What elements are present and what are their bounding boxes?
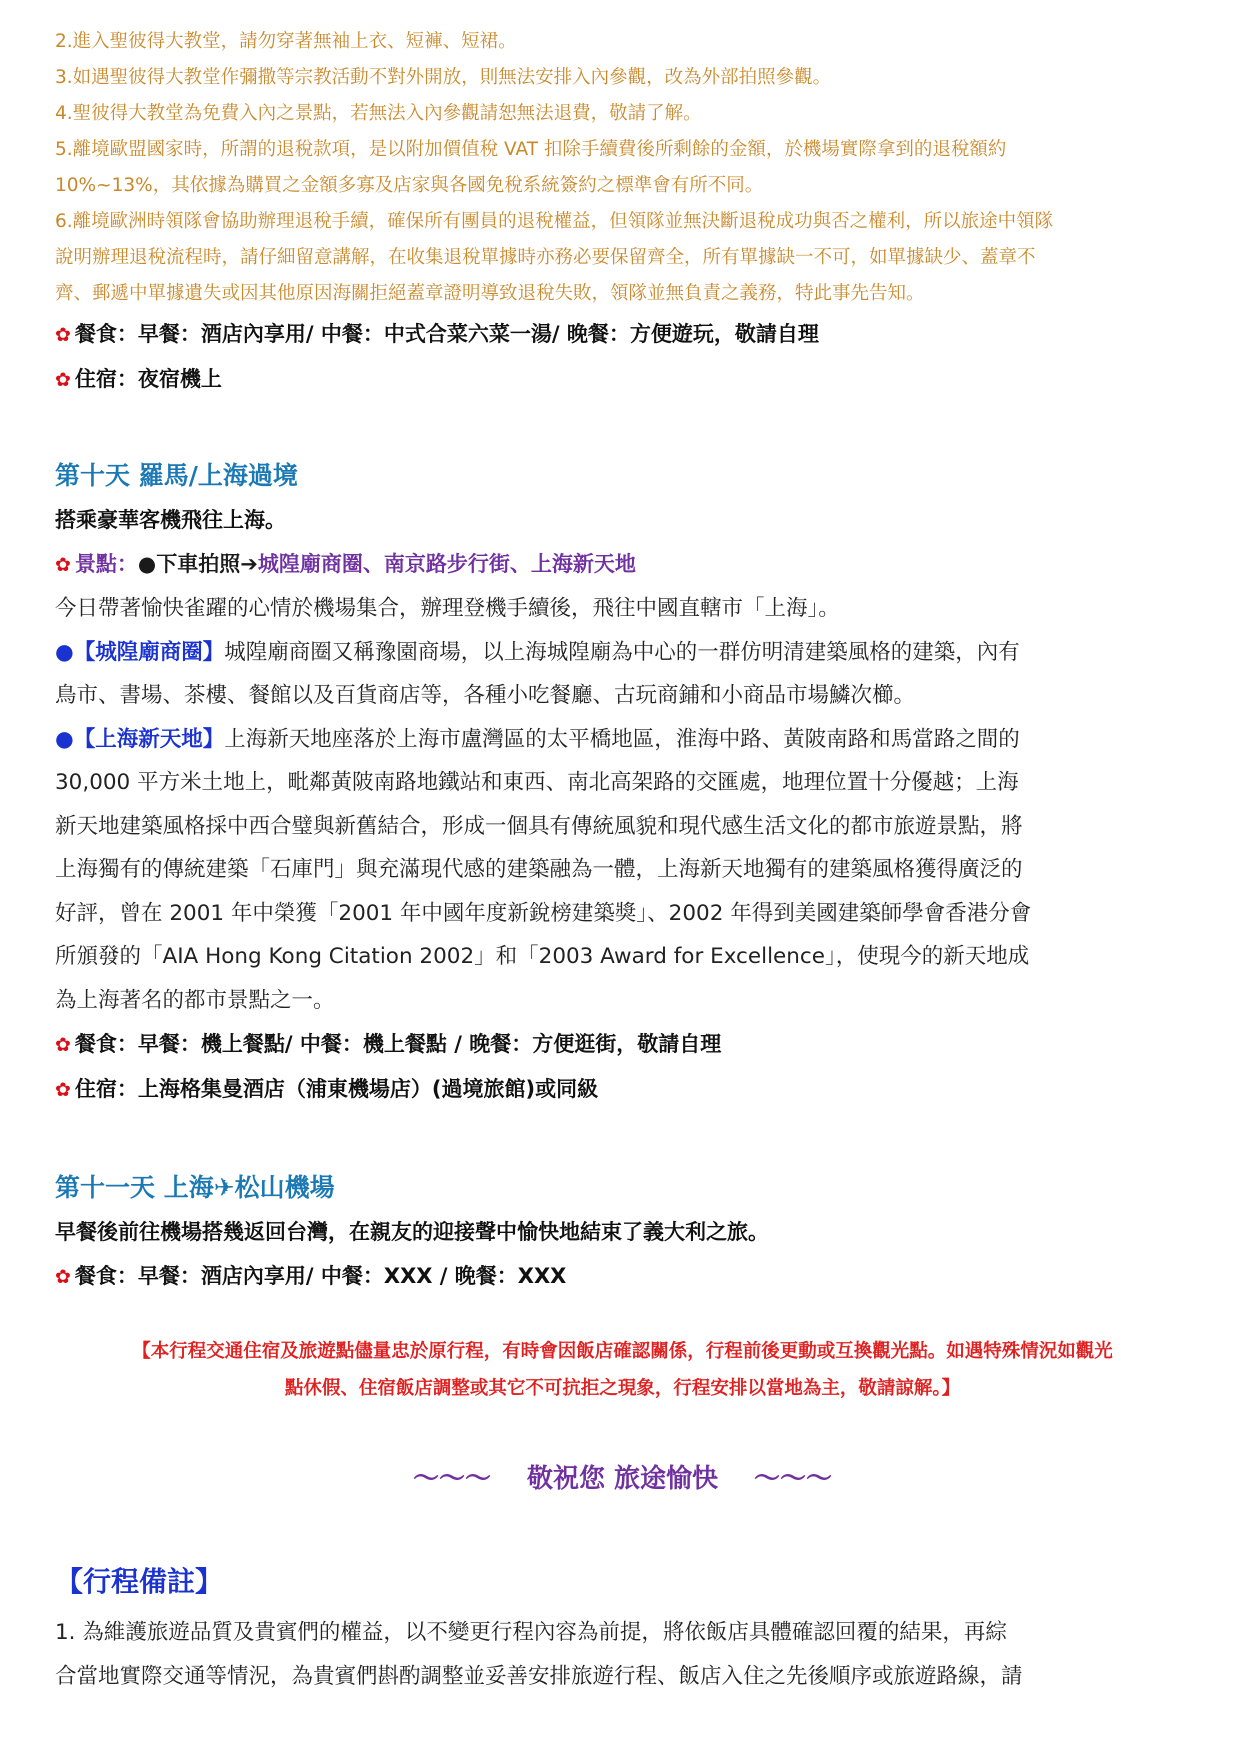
remarks-line: 1. 為維護旅遊品質及貴賓們的權益，以不變更行程內容為前提，將依飯店具體確認回覆的結果，再綜 bbox=[55, 1620, 1007, 1645]
day11-subtitle: 早餐後前往機場搭幾返回台灣，在親友的迎接聲中愉快地結束了義大利之旅。 bbox=[55, 1220, 769, 1244]
flower-icon: ✿ bbox=[55, 1079, 71, 1101]
item-text: 城隍廟商圈又稱豫園商場，以上海城隍廟為中心的一群仿明清建築風格的建築，內有 bbox=[224, 639, 1020, 665]
day9-hotel-text: 住宿：夜宿機上 bbox=[74, 367, 222, 391]
day10-hotel bbox=[55, 1067, 1190, 1112]
farewell-text: 敬祝您 旅途愉快 bbox=[526, 1464, 719, 1494]
flower-icon: ✿ bbox=[55, 1266, 71, 1288]
item-line: 上海獨有的傳統建築「石庫門」與充滿現代感的建築融為一體，上海新天地獨有的建築風格獲得廣泛的 bbox=[55, 857, 1023, 882]
day10-subtitle: 搭乘豪華客機飛往上海。 bbox=[55, 508, 286, 532]
sights-label: 景點： bbox=[74, 552, 138, 576]
item-line: 所頒發的「AIA Hong Kong Citation 2002」和「2003 Award for Excellence」，使現今的新天地成 bbox=[55, 944, 1030, 969]
day10-item-xintiandi bbox=[55, 718, 1190, 1023]
day10-title: 第十天 羅馬/上海過境 bbox=[55, 461, 298, 490]
day10-intro: 今日帶著愉快雀躍的心情於機場集合，辦理登機手續後，飛往中國直轄市「上海」。 bbox=[55, 596, 840, 621]
item-line bbox=[55, 718, 1190, 762]
disclaimer-line: 點休假、住宿飯店調整或其它不可抗拒之現象，行程安排以當地為主，敬請諒解。】 bbox=[284, 1378, 961, 1399]
item-line bbox=[55, 631, 1190, 675]
item-line: 鳥市、書場、茶樓、餐館以及百貨商店等，各種小吃餐廳、古玩商鋪和小商品市場鱗次櫛。 bbox=[55, 683, 916, 708]
note-line: 齊、郵遞中單據遺失或因其他原因海關拒絕蓋章證明導致退稅失敗，領隊並無負責之義務，特此事先告知。 bbox=[55, 283, 925, 304]
farewell-banner bbox=[55, 1459, 1190, 1499]
tilde-decoration: ～～～ bbox=[754, 1464, 833, 1494]
sights-mode: ●下車拍照➔ bbox=[137, 552, 258, 576]
item-text: 上海新天地座落於上海市盧灣區的太平橋地區，淮海中路、黃陂南路和馬當路之間的 bbox=[224, 726, 1020, 752]
item-line: 好評，曾在 2001 年中榮獲「2001 年中國年度新銳榜建築獎」、2002 年得到美國建築師學會香港分會 bbox=[55, 900, 1032, 926]
day11-title: 第十一天 上海✈松山機場 bbox=[55, 1173, 335, 1202]
itinerary-page bbox=[55, 0, 1190, 1698]
day11-meals bbox=[55, 1254, 1190, 1299]
notes-section bbox=[55, 24, 1190, 312]
day11-meals-text: 餐食：早餐：酒店內享用/ 中餐：XXX / 晚餐：XXX bbox=[74, 1264, 567, 1288]
note-line: 2.進入聖彼得大教堂，請勿穿著無袖上衣、短褲、短裙。 bbox=[55, 31, 517, 52]
note-line: 4.聖彼得大教堂為免費入內之景點，若無法入內參觀請恕無法退費，敬請了解。 bbox=[55, 103, 702, 124]
day10-meals-text: 餐食：早餐：機上餐點/ 中餐：機上餐點 / 晚餐：方便逛街，敬請自理 bbox=[74, 1032, 722, 1056]
bullet-icon: ● bbox=[55, 639, 74, 665]
remarks-title: 【行程備註】 bbox=[55, 1565, 224, 1598]
itinerary-disclaimer bbox=[55, 1333, 1190, 1407]
flower-icon: ✿ bbox=[55, 1034, 71, 1056]
flower-icon: ✿ bbox=[55, 324, 71, 346]
note-line: 10%~13%，其依據為購買之金額多寡及店家與各國免稅系統簽約之標準會有所不同。 bbox=[55, 175, 764, 196]
item-line: 30,000 平方米土地上，毗鄰黃陂南路地鐵站和東西、南北高架路的交匯處，地理位置十分優越；上海 bbox=[55, 770, 1019, 795]
day9-meals-text: 餐食：早餐：酒店內享用/ 中餐：中式合菜六菜一湯/ 晚餐：方便遊玩，敬請自理 bbox=[74, 322, 819, 346]
flower-icon: ✿ bbox=[55, 554, 71, 576]
note-line: 6.離境歐洲時領隊會協助辦理退稅手續，確保所有團員的退稅權益，但領隊並無決斷退稅成功與否之權利，所以旅途中領隊 bbox=[55, 211, 1054, 232]
item-line: 新天地建築風格採中西合璧與新舊結合，形成一個具有傳統風貌和現代感生活文化的都市旅遊景點，將 bbox=[55, 813, 1023, 839]
note-line: 3.如遇聖彼得大教堂作彌撒等宗教活動不對外開放，則無法安排入內參觀，改為外部拍照參觀。 bbox=[55, 67, 832, 88]
day10-item-chenghuang bbox=[55, 631, 1190, 718]
item-heading: 【上海新天地】 bbox=[73, 726, 225, 752]
day10-hotel-text: 住宿：上海格集曼酒店（浦東機場店）(過境旅館)或同級 bbox=[74, 1077, 599, 1101]
day9-hotel bbox=[55, 357, 1190, 402]
day10-meals bbox=[55, 1022, 1190, 1067]
disclaimer-line: 【本行程交通住宿及旅遊點儘量忠於原行程，有時會因飯店確認關係，行程前後更動或互換觀光點。如遇特殊情況如觀光 bbox=[132, 1341, 1113, 1362]
flower-icon: ✿ bbox=[55, 369, 71, 391]
sights-list: 城隍廟商圈、南京路步行街、上海新天地 bbox=[257, 552, 636, 576]
item-heading: 【城隍廟商圈】 bbox=[73, 639, 225, 665]
tilde-decoration: ～～～ bbox=[412, 1464, 491, 1494]
day10-sights bbox=[55, 542, 1190, 587]
bullet-icon: ● bbox=[55, 726, 74, 752]
item-line: 為上海著名的都市景點之一。 bbox=[55, 987, 335, 1013]
day9-meals bbox=[55, 312, 1190, 357]
note-line: 5.離境歐盟國家時，所謂的退稅款項，是以附加價值稅 VAT 扣除手續費後所剩餘的金額，於機場實際拿到的退稅額約 bbox=[55, 139, 1007, 160]
remarks-line: 合當地實際交通等情況，為貴賓們斟酌調整並妥善安排旅遊行程、飯店入住之先後順序或旅遊路線，請 bbox=[55, 1663, 1023, 1689]
note-line: 說明辦理退稅流程時，請仔細留意講解，在收集退稅單據時亦務必要保留齊全，所有單據缺一不可，如單據缺少、蓋章不 bbox=[55, 247, 1036, 268]
